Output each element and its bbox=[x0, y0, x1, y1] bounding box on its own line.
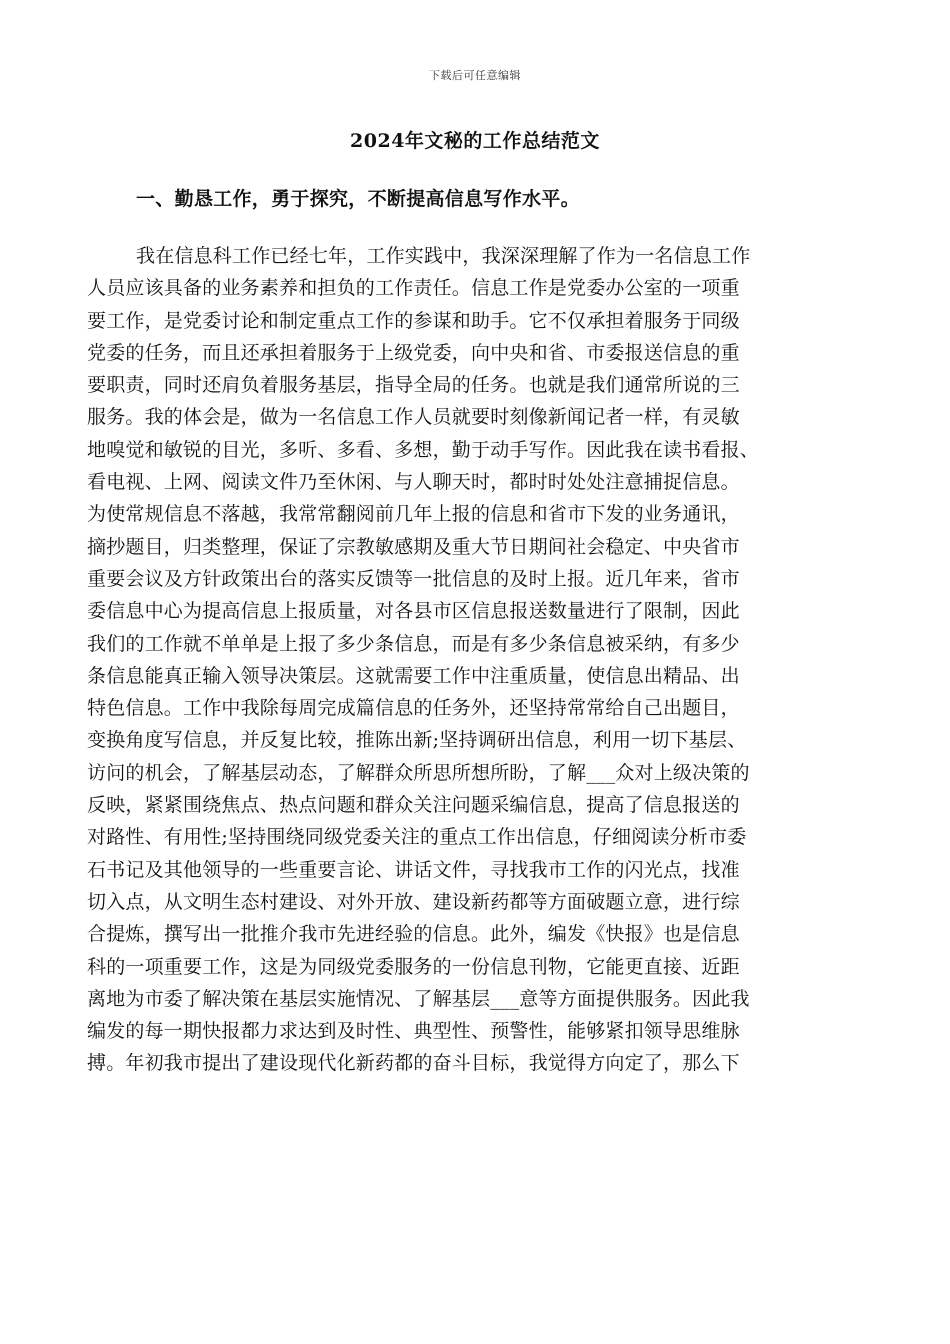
paragraph-line: 为使常规信息不落越，我常常翻阅前几年上报的信息和省市下发的业务通讯， bbox=[87, 503, 740, 526]
paragraph-line: 重要会议及方针政策出台的落实反馈等一批信息的及时上报。近几年来，省市 bbox=[87, 567, 740, 590]
paragraph-line: 搏。年初我市提出了建设现代化新药都的奋斗目标，我觉得方向定了，那么下 bbox=[87, 1052, 740, 1075]
paragraph-line: 变换角度写信息，并反复比较，推陈出新;坚持调研出信息，利用一切下基层、 bbox=[87, 729, 747, 752]
header-note: 下载后可任意编辑 bbox=[429, 69, 521, 82]
paragraph-line: 科的一项重要工作，这是为同级党委服务的一份信息刊物，它能更直接、近距 bbox=[87, 955, 740, 978]
paragraph-line: 要工作，是党委讨论和制定重点工作的参谋和助手。它不仅承担着服务于同级 bbox=[87, 309, 740, 332]
paragraph-line: 石书记及其他领导的一些重要言论、讲话文件，寻找我市工作的闪光点，找准 bbox=[87, 858, 740, 881]
paragraph-line: 我在信息科工作已经七年，工作实践中，我深深理解了作为一名信息工作 bbox=[136, 245, 751, 267]
paragraph-line: 看电视、上网、阅读文件乃至休闲、与人聊天时，都时时处处注意捕捉信息。 bbox=[87, 471, 740, 494]
paragraph-line: 地嗅觉和敏锐的目光，多听、多看、多想，勤于动手写作。因此我在读书看报、 bbox=[87, 438, 760, 461]
paragraph-line: 党委的任务，而且还承担着服务于上级党委，向中央和省、市委报送信息的重 bbox=[87, 341, 740, 364]
paragraph-line: 我们的工作就不单单是上报了多少条信息，而是有多少条信息被采纳，有多少 bbox=[87, 632, 740, 655]
paragraph-line: 服务。我的体会是，做为一名信息工作人员就要时刻像新闻记者一样，有灵敏 bbox=[87, 406, 740, 429]
body-paragraph bbox=[87, 240, 857, 1080]
paragraph-line: 访问的机会，了解基层动态，了解群众所思所想所盼，了解___众对上级决策的 bbox=[87, 761, 750, 784]
paragraph-line: 对路性、有用性;坚持围绕同级党委关注的重点工作出信息，仔细阅读分析市委 bbox=[87, 826, 747, 849]
section-heading: 一、勤恳工作，勇于探究，不断提高信息写作水平。 bbox=[136, 188, 580, 210]
paragraph-line: 反映，紧紧围绕焦点、热点问题和群众关注问题采编信息，提高了信息报送的 bbox=[87, 794, 740, 817]
paragraph-line: 摘抄题目，归类整理，保证了宗教敏感期及重大节日期间社会稳定、中央省市 bbox=[87, 535, 740, 558]
paragraph-line: 特色信息。工作中我除每周完成篇信息的任务外，还坚持常常给自己出题目， bbox=[87, 697, 740, 720]
paragraph-line: 切入点，从文明生态村建设、对外开放、建设新药都等方面破题立意，进行综 bbox=[87, 890, 740, 913]
paragraph-line: 人员应该具备的业务素养和担负的工作责任。信息工作是党委办公室的一项重 bbox=[87, 277, 740, 300]
document-title: 2024年文秘的工作总结范文 bbox=[350, 130, 600, 152]
paragraph-line: 委信息中心为提高信息上报质量，对各县市区信息报送数量进行了限制，因此 bbox=[87, 600, 740, 623]
paragraph-line: 要职责，同时还肩负着服务基层，指导全局的任务。也就是我们通常所说的三 bbox=[87, 374, 740, 397]
paragraph-line: 编发的每一期快报都力求达到及时性、典型性、预警性，能够紧扣领导思维脉 bbox=[87, 1020, 740, 1043]
paragraph-line: 条信息能真正输入领导决策层。这就需要工作中注重质量，使信息出精品、出 bbox=[87, 664, 740, 687]
paragraph-line: 合提炼，撰写出一批推介我市先进经验的信息。此外，编发《快报》也是信息 bbox=[87, 923, 740, 946]
paragraph-line: 离地为市委了解决策在基层实施情况、了解基层___意等方面提供服务。因此我 bbox=[87, 987, 750, 1010]
